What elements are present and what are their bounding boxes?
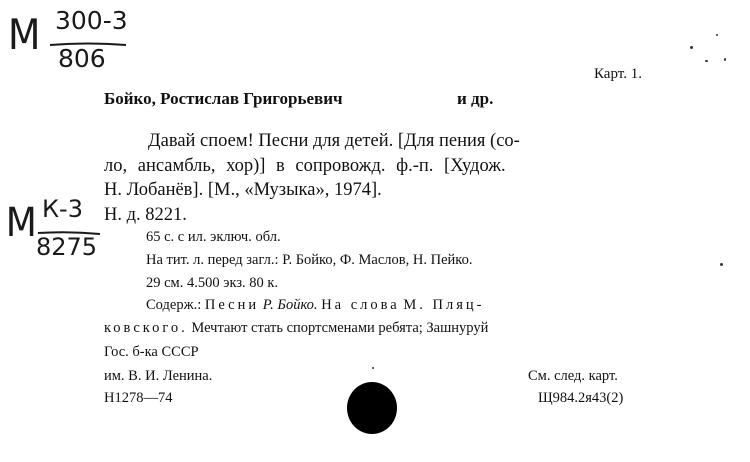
author-heading: Бойко, Ростислав Григорьевич	[104, 89, 343, 108]
contents-line-1	[146, 297, 484, 314]
handwritten-denominator-mid: 8275	[36, 233, 98, 261]
speck	[724, 58, 726, 61]
handwritten-letter-top: М	[7, 10, 41, 59]
shelf-code: Щ984.2я43(2)	[538, 390, 624, 406]
card-number-label: Карт. 1.	[594, 66, 642, 82]
handwritten-numerator-mid: К-3	[42, 195, 83, 223]
speck	[716, 34, 718, 36]
library-line-1: Гос. б-ка СССР	[104, 344, 199, 360]
see-next-card: См. след. карт.	[528, 368, 618, 384]
size-edition-line: 29 см. 4.500 экз. 80 к.	[146, 275, 279, 291]
title-page-note: На тит. л. перед загл.: Р. Бойко, Ф. Маслов, Н. Пейко.	[146, 252, 473, 268]
title-line-1: Давай споем! Песни для детей. [Для пения (со-	[148, 131, 520, 151]
contents-song-titles: Мечтают стать спортсменами ребята; Зашнуруй	[191, 320, 489, 336]
handwritten-denominator-top: 806	[58, 44, 106, 73]
speck	[705, 60, 708, 62]
contents-poet-cont: ковского.	[104, 320, 188, 336]
contents-poet: М. Пляц-	[403, 297, 485, 313]
title-line-2: ло, ансамбль, хор)] в сопровожд. ф.-п. [Худож.	[104, 156, 506, 176]
library-line-2: им. В. И. Ленина.	[104, 368, 213, 384]
contents-on-words: На слова	[321, 297, 400, 313]
speck	[720, 263, 723, 266]
title-line-4: Н. д. 8221.	[104, 205, 187, 225]
contents-line-2	[104, 320, 488, 337]
registration-code: Н1278—74	[104, 390, 173, 406]
contents-songs-word: Песни	[204, 297, 260, 313]
speck	[690, 46, 693, 49]
title-line-3: Н. Лобанёв]. [М., «Музыка», 1974].	[104, 180, 382, 200]
speck	[372, 367, 374, 369]
handwritten-letter-mid: М	[5, 200, 37, 246]
handwritten-numerator-top: 300-3	[55, 6, 128, 35]
card-hole	[347, 382, 397, 434]
contents-label: Содерж.:	[146, 297, 202, 313]
contents-composer: Р. Бойко.	[262, 297, 318, 313]
author-suffix: и др.	[457, 89, 494, 108]
pagination-line: 65 с. с ил. эключ. обл.	[146, 229, 281, 245]
